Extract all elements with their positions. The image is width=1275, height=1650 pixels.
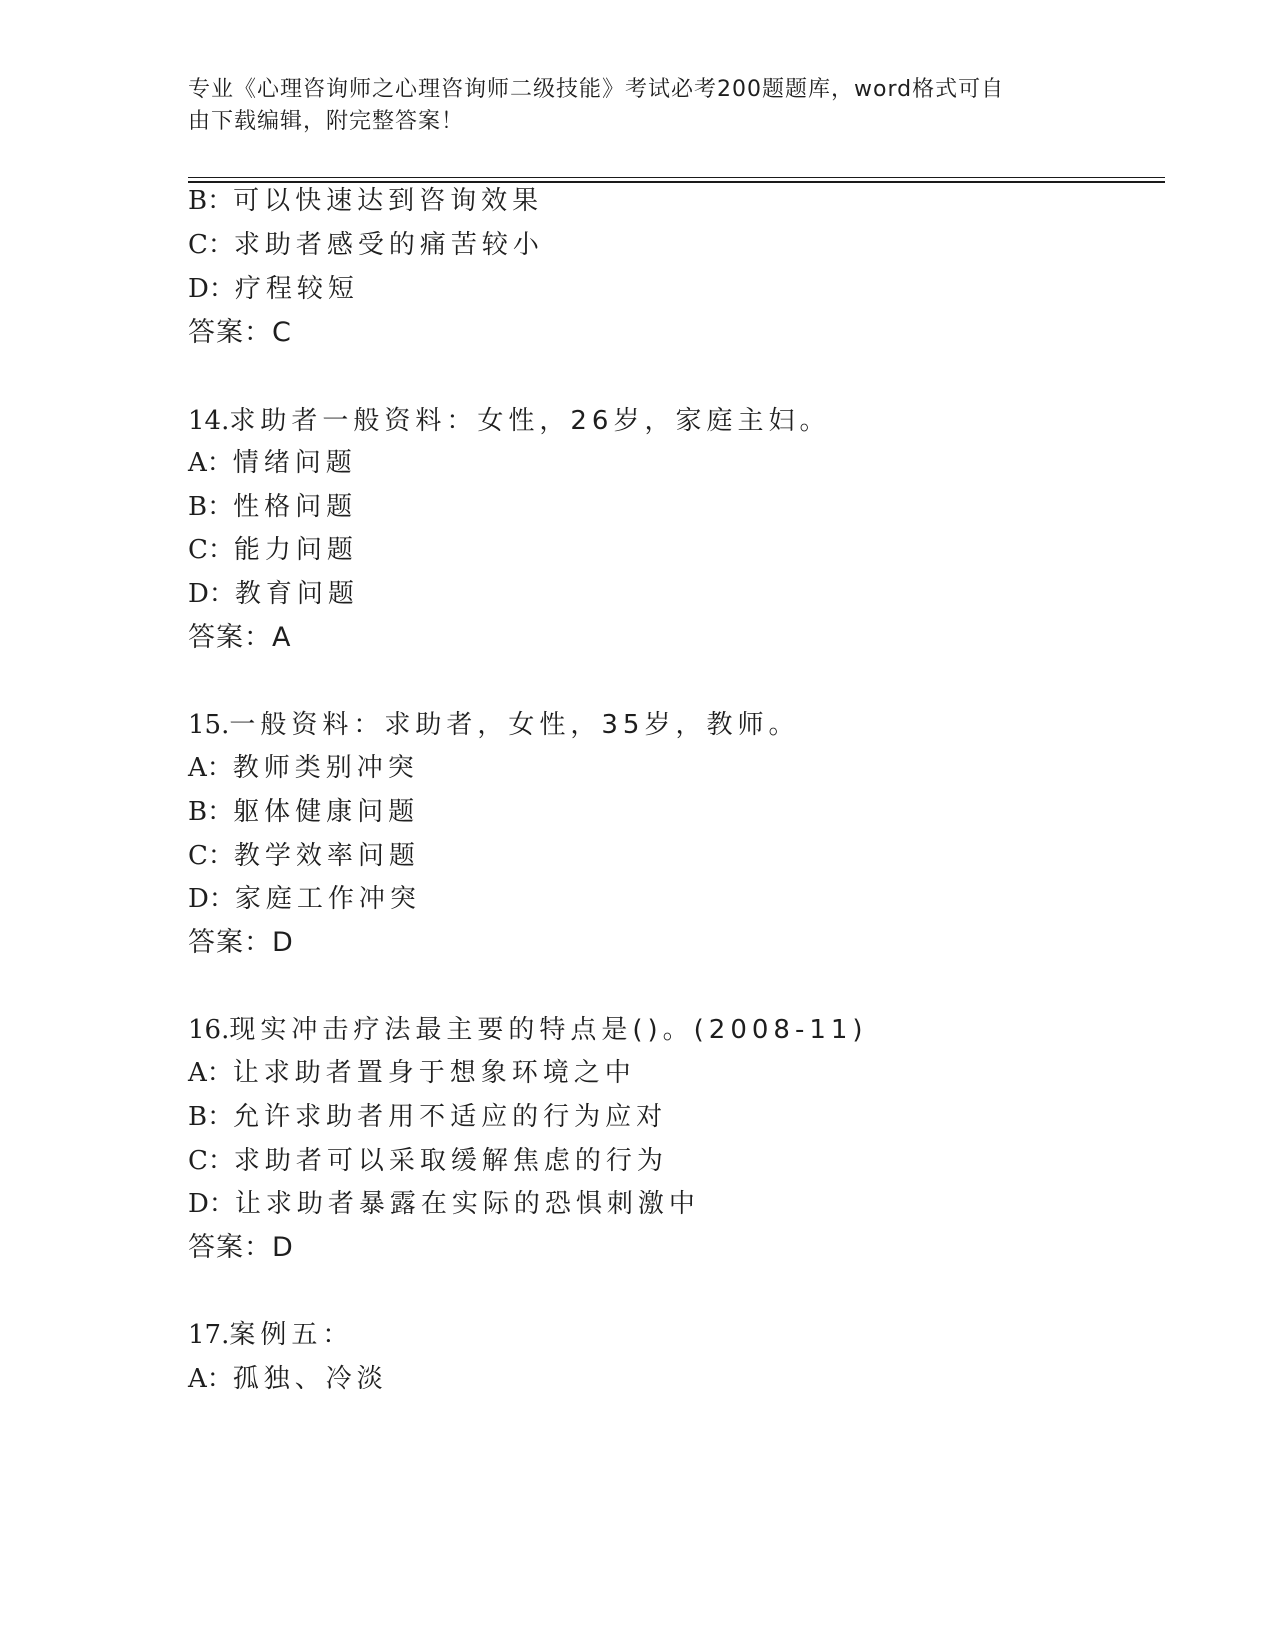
line-prefix: C： [188, 230, 234, 260]
option-line [188, 445, 357, 481]
option-line [188, 1055, 636, 1091]
line-prefix: C： [188, 535, 234, 565]
question-stem [188, 1012, 868, 1048]
line-prefix: D： [188, 579, 235, 609]
line-text: 教育问题 [234, 579, 359, 609]
line-prefix: 17. [188, 1320, 230, 1350]
line-prefix: D： [188, 274, 235, 304]
line-prefix: A： [188, 1058, 233, 1088]
line-prefix: 15. [188, 710, 230, 740]
line-text: 答案：A [188, 622, 292, 653]
answer-line [188, 620, 291, 656]
line-text: 教师类别冲突 [232, 753, 419, 783]
option-line [188, 881, 421, 917]
line-text: 疗程较短 [234, 274, 359, 304]
option-line [188, 838, 420, 874]
line-text: 允许求助者用不适应的行为应对 [233, 1102, 668, 1132]
option-line [188, 1186, 700, 1222]
question-stem [188, 707, 799, 743]
line-prefix: C： [188, 841, 234, 871]
line-text: 躯体健康问题 [233, 797, 420, 827]
line-text: 求助者一般资料：女性，26岁，家庭主妇。 [229, 406, 831, 436]
option-line [188, 532, 358, 568]
option-line [188, 1099, 667, 1135]
answer-line [188, 1230, 294, 1266]
line-prefix: C： [188, 1146, 234, 1176]
line-text: 答案：D [188, 1232, 294, 1263]
line-prefix: B： [188, 1102, 234, 1132]
header-line-2: 由下载编辑，附完整答案！ [188, 109, 465, 134]
document-header [188, 74, 1068, 138]
line-prefix: 14. [188, 406, 230, 436]
line-prefix: D： [188, 1189, 235, 1219]
line-text: 让求助者暴露在实际的恐惧刺激中 [234, 1189, 700, 1219]
line-text: 教学效率问题 [233, 841, 420, 871]
line-text: 家庭工作冲突 [234, 884, 421, 914]
line-text: 孤独、冷淡 [232, 1364, 388, 1394]
line-prefix: A： [188, 753, 233, 783]
answer-line [188, 315, 292, 351]
line-prefix: B： [188, 797, 234, 827]
option-line [188, 576, 359, 612]
line-prefix: 16. [188, 1015, 230, 1045]
question-stem [188, 1317, 353, 1353]
line-text: 求助者可以采取缓解焦虑的行为 [233, 1146, 668, 1176]
option-line [188, 1143, 668, 1179]
line-text: 一般资料：求助者，女性，35岁，教师。 [229, 710, 800, 740]
option-line [188, 750, 419, 786]
line-prefix: A： [188, 1364, 233, 1394]
option-line [188, 1361, 388, 1397]
header-rule-thin [188, 177, 1165, 178]
line-text: 能力问题 [233, 535, 358, 565]
option-line [188, 183, 543, 219]
line-text: 现实冲击疗法最主要的特点是()。(2008-11) [229, 1015, 868, 1045]
line-prefix: B： [188, 492, 234, 522]
line-text: 性格问题 [233, 492, 358, 522]
line-text: 答案：D [188, 927, 294, 958]
header-line-1: 专业《心理咨询师之心理咨询师二级技能》考试必考200题题库，word格式可自 [188, 77, 1005, 102]
option-line [188, 489, 357, 525]
question-stem [188, 403, 830, 439]
option-line [188, 794, 419, 830]
option-line [188, 271, 359, 307]
option-line [188, 227, 544, 263]
line-text: 情绪问题 [232, 448, 357, 478]
answer-line [188, 925, 294, 961]
line-text: 求助者感受的痛苦较小 [233, 230, 544, 260]
line-text: 让求助者置身于想象环境之中 [232, 1058, 636, 1088]
line-text: 答案：C [188, 317, 292, 348]
line-prefix: A： [188, 448, 233, 478]
line-prefix: D： [188, 884, 235, 914]
line-text: 案例五： [229, 1320, 354, 1350]
line-prefix: B： [188, 186, 234, 216]
line-text: 可以快速达到咨询效果 [233, 186, 544, 216]
